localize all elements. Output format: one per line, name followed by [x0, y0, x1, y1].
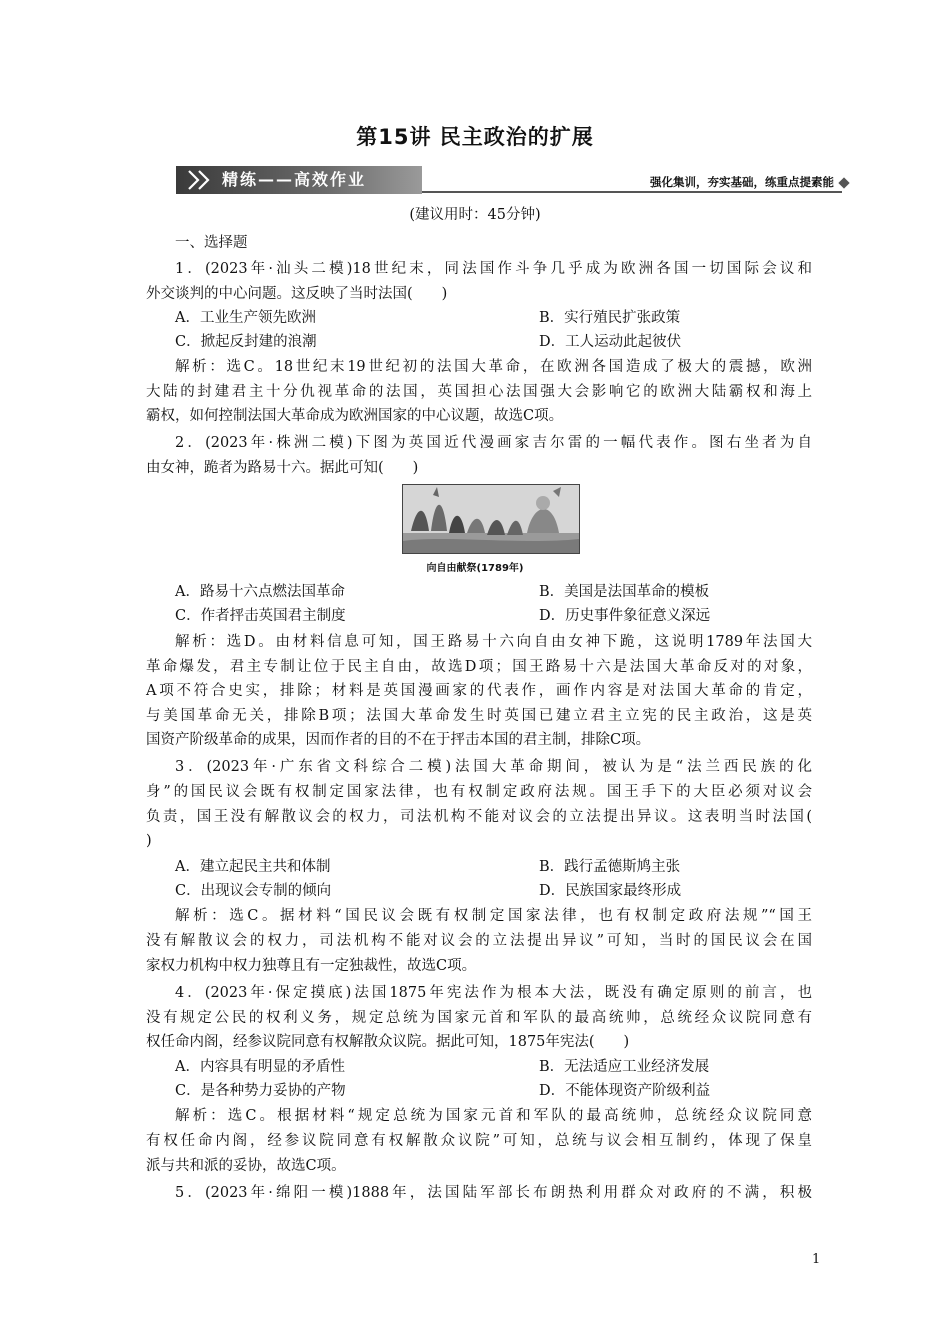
q2-analysis-line: 国资产阶级革命的成果，因而作者的目的不在于抨击本国的君主制，排除C项。 — [146, 732, 651, 748]
q2-analysis-line: 革命爆发，君主专制让位于民主自由，故选D项；国王路易十六是法国大革命反对的对象， — [146, 659, 812, 675]
time-note: (建议用时：45分钟) — [409, 207, 541, 223]
q3-stem-line: 3．(2023年·广东省文科综合二模)法国大革命期间，被认为是“法兰西民族的化 — [175, 759, 812, 775]
q3-stem-line: 身”的国民议会既有权制定国家法律，也有权制定政府法规。国王手下的大臣必须对议会 — [146, 784, 812, 800]
section-heading: 一、选择题 — [175, 235, 248, 251]
banner-rule — [422, 191, 842, 193]
q2-option-c: C．作者抨击英国君主制度 — [175, 608, 346, 624]
q1-option-d: D．工人运动此起彼伏 — [539, 334, 682, 350]
q4-option-d: D．不能体现资产阶级利益 — [539, 1083, 711, 1099]
banner-slogan: 强化集训，夯实基础，练重点提素能 — [650, 175, 834, 189]
q3-stem-line: 负责，国王没有解散议会的权力，司法机构不能对议会的立法提出异议。这表明当时法国( — [146, 809, 812, 825]
q4-option-a: A．内容具有明显的矛盾性 — [175, 1059, 345, 1075]
q1-analysis-line: 大陆的封建君主十分仇视革命的法国，英国担心法国强大会影响它的欧洲大陆霸权和海上 — [146, 384, 812, 400]
q4-stem-line: 4．(2023年·保定摸底)法国1875年宪法作为根本大法，既没有确定原则的前言，也 — [175, 985, 812, 1001]
page-title: 第15讲 民主政治的扩展 — [356, 125, 594, 149]
banner-label: 精练——高效作业 — [222, 170, 367, 189]
q1-stem-line: 外交谈判的中心问题。这反映了当时法国( ) — [146, 286, 448, 302]
q4-analysis-line: 有权任命内阁，经参议院同意有权解散众议院”可知，总统与议会相互制约，体现了保皇 — [146, 1133, 812, 1149]
q1-option-b: B．实行殖民扩张政策 — [539, 310, 681, 326]
q3-analysis-line: 解析：选C。据材料“国民议会既有权制定国家法律，也有权制定政府法规”“国王 — [175, 908, 812, 924]
q3-analysis-line: 没有解散议会的权力，司法机构不能对议会的立法提出异议”可知，当时的国民议会在国 — [146, 933, 812, 949]
q4-stem-line: 权任命内阁，经参议院同意有权解散众议院。据此可知，1875年宪法( ) — [146, 1034, 630, 1050]
q3-option-a: A．建立起民主共和体制 — [175, 859, 331, 875]
q2-analysis-line: 解析：选D。由材料信息可知，国王路易十六向自由女神下跪，这说明1789年法国大 — [175, 634, 812, 650]
q4-stem-line: 没有规定公民的权利义务，规定总统为国家元首和军队的最高统帅，总统经众议院同意有 — [146, 1010, 812, 1026]
diamond-icon — [838, 177, 849, 188]
q1-analysis-line: 霸权，如何控制法国大革命成为欧洲国家的中心议题，故选C项。 — [146, 408, 564, 424]
q1-option-c: C．掀起反封建的浪潮 — [175, 334, 317, 350]
cartoon-illustration — [403, 485, 579, 553]
page-number: 1 — [812, 1252, 821, 1267]
q2-option-a: A．路易十六点燃法国革命 — [175, 584, 345, 600]
section-banner — [176, 166, 848, 194]
q3-stem-line: ) — [146, 833, 152, 849]
figure-caption: 向自由献祭(1789年) — [426, 563, 524, 574]
q3-option-b: B．践行孟德斯鸠主张 — [539, 859, 681, 875]
q2-stem-line: 2．(2023年·株洲二模)下图为英国近代漫画家吉尔雷的一幅代表作。图右坐者为自 — [175, 435, 812, 451]
q2-stem-line: 由女神，跪者为路易十六。据此可知( ) — [146, 460, 419, 476]
q3-option-d: D．民族国家最终形成 — [539, 883, 682, 899]
double-chevron-icon — [186, 169, 216, 191]
cartoon-image — [402, 484, 580, 554]
q3-analysis-line: 家权力机构中权力独尊且有一定独裁性，故选C项。 — [146, 958, 477, 974]
q5-stem-line: 5．(2023年·绵阳一模)1888年，法国陆军部长布朗热利用群众对政府的不满，积极 — [175, 1185, 812, 1201]
q2-analysis-line: A项不符合史实，排除；材料是英国漫画家的代表作，画作内容是对法国大革命的肯定， — [146, 683, 812, 699]
q2-option-b: B．美国是法国革命的模板 — [539, 584, 710, 600]
q2-option-d: D．历史事件象征意义深远 — [539, 608, 711, 624]
q3-option-c: C．出现议会专制的倾向 — [175, 883, 332, 899]
q4-analysis-line: 派与共和派的妥协，故选C项。 — [146, 1158, 346, 1174]
q1-analysis-line: 解析：选C。18世纪末19世纪初的法国大革命，在欧洲各国造成了极大的震撼，欧洲 — [175, 359, 812, 375]
q4-option-b: B．无法适应工业经济发展 — [539, 1059, 710, 1075]
q4-option-c: C．是各种势力妥协的产物 — [175, 1083, 346, 1099]
q1-stem-line: 1．(2023年·汕头二模)18世纪末，同法国作斗争几乎成为欧洲各国一切国际会议和 — [175, 261, 812, 277]
q4-analysis-line: 解析：选C。根据材料“规定总统为国家元首和军队的最高统帅，总统经众议院同意 — [175, 1108, 812, 1124]
q1-option-a: A．工业生产领先欧洲 — [175, 310, 316, 326]
q2-analysis-line: 与美国革命无关，排除B项；法国大革命发生时英国已建立君主立宪的民主政治，这是英 — [146, 708, 812, 724]
